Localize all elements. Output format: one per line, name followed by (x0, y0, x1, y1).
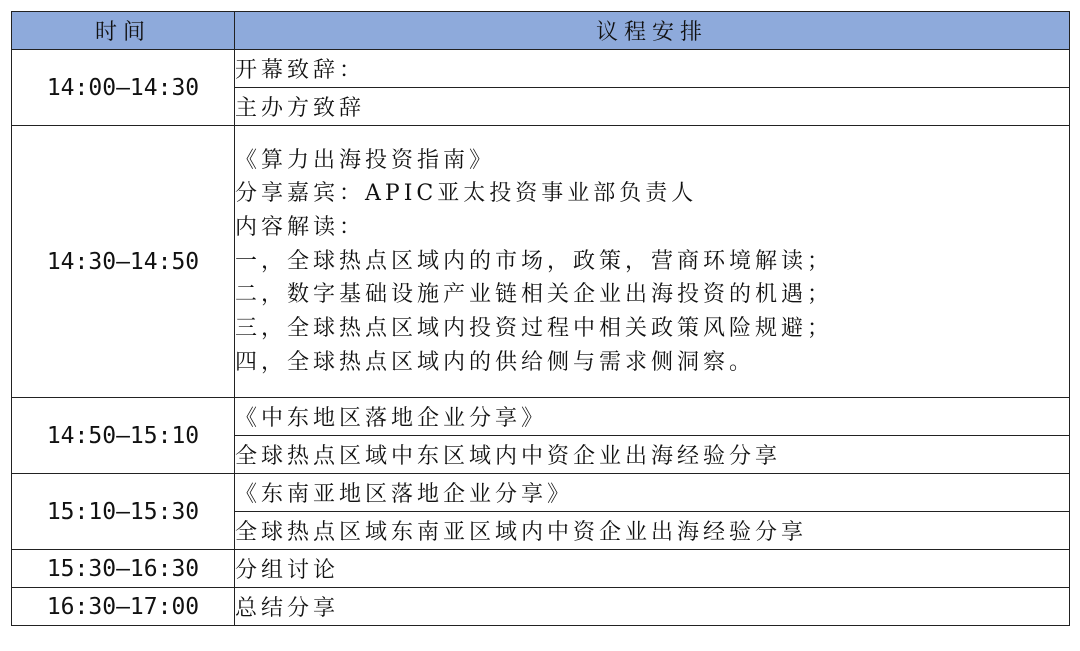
session-time: 16:30—17:00 (12, 588, 235, 626)
agenda-line: 二，数字基础设施产业链相关企业出海投资的机遇； (235, 282, 834, 308)
agenda-item: 开幕致辞： (235, 50, 1070, 88)
agenda-item: 总结分享 (235, 588, 1070, 626)
agenda-line: 分享嘉宾：APIC亚太投资事业部负责人 (235, 181, 698, 207)
session-time: 15:30—16:30 (12, 550, 235, 588)
agenda-item: 全球热点区域东南亚区域内中资企业出海经验分享 (235, 512, 1070, 550)
table-row (12, 398, 1070, 436)
agenda-line: 四，全球热点区域内的供给侧与需求侧洞察。 (235, 349, 756, 375)
agenda-table (11, 11, 1070, 626)
table-row (12, 588, 1070, 626)
header-agenda: 议程安排 (235, 12, 1070, 50)
agenda-line: 一，全球热点区域内的市场，政策，营商环境解读； (235, 248, 834, 274)
agenda-line: 内容解读： (235, 214, 366, 240)
agenda-item: 《东南亚地区落地企业分享》 (235, 474, 1070, 512)
table-row (12, 474, 1070, 512)
session-time: 15:10—15:30 (12, 474, 235, 550)
session-time: 14:30—14:50 (12, 126, 235, 398)
header-row (12, 12, 1070, 50)
agenda-line: 三，全球热点区域内投资过程中相关政策风险规避； (235, 316, 834, 342)
header-time: 时间 (12, 12, 235, 50)
table-row (12, 550, 1070, 588)
session-time: 14:50—15:10 (12, 398, 235, 474)
agenda-item: 《中东地区落地企业分享》 (235, 398, 1070, 436)
agenda-item-multiline (235, 126, 1070, 398)
table-row (12, 126, 1070, 398)
session-time: 14:00—14:30 (12, 50, 235, 126)
agenda-item: 全球热点区域中东区域内中资企业出海经验分享 (235, 436, 1070, 474)
agenda-item: 主办方致辞 (235, 88, 1070, 126)
table-row (12, 50, 1070, 88)
agenda-item: 分组讨论 (235, 550, 1070, 588)
agenda-line: 《算力出海投资指南》 (235, 147, 496, 173)
